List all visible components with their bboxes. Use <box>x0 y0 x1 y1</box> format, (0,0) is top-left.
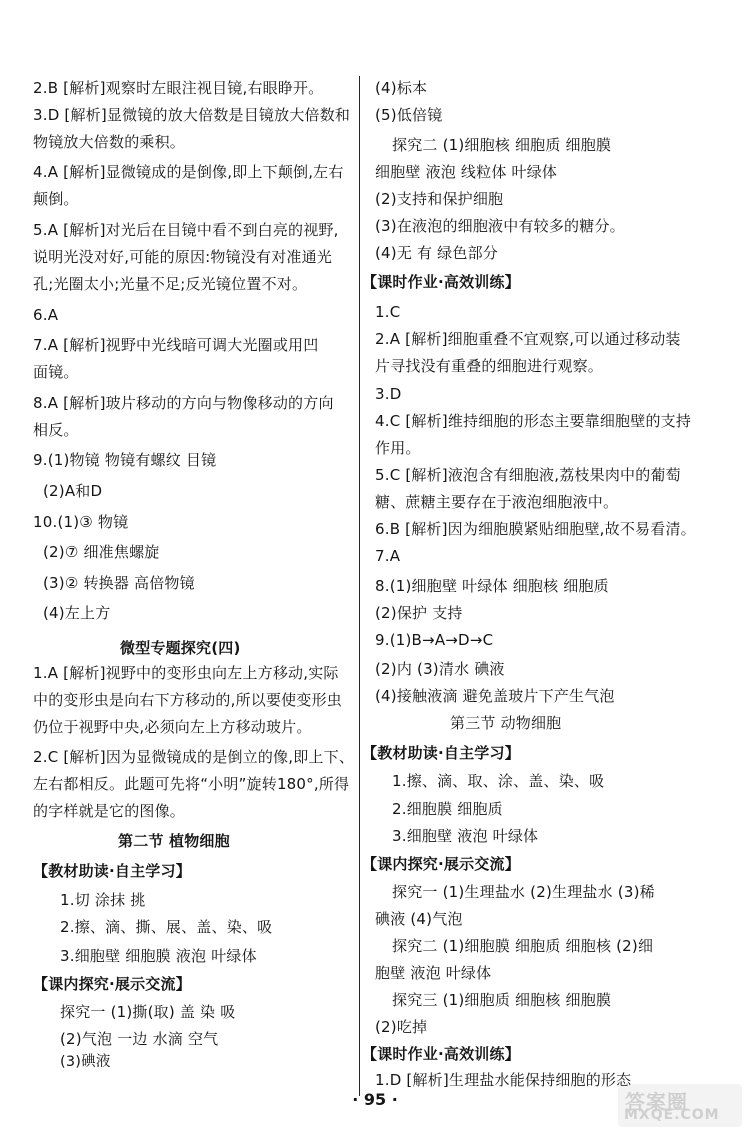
left-text-line: 1.切 涂抹 挑 <box>60 891 146 909</box>
watermark-url: MXQE.COM <box>624 1107 720 1123</box>
left-text-line: (3)碘液 <box>60 1054 111 1070</box>
left-text-line: 4.A [解析]显微镜成的是倒像,即上下颠倒,左右 <box>33 163 344 181</box>
right-text-line: 探究一 (1)生理盐水 (2)生理盐水 (3)稀 <box>392 883 655 901</box>
right-text-line: 探究二 (1)细胞膜 细胞质 细胞核 (2)细 <box>392 937 654 955</box>
left-text-line: 【教材助读·自主学习】 <box>33 862 191 880</box>
left-text-line: 物镜放大倍数的乘积。 <box>33 133 186 151</box>
left-text-line: 左右都相反。此题可先将“小明”旋转180°,所得 <box>33 775 350 793</box>
right-text-line: 1.擦、滴、取、涂、盖、染、吸 <box>392 772 605 790</box>
left-text-line: (2)⑦ 细准焦螺旋 <box>43 543 160 561</box>
right-text-line: 糖、蔗糖主要存在于液泡细胞液中。 <box>375 493 619 511</box>
right-text-line: 【教材助读·自主学习】 <box>362 744 520 762</box>
right-text-line: 片寻找没有重叠的细胞进行观察。 <box>375 357 604 375</box>
right-text-line: 胞壁 液泡 叶绿体 <box>375 964 492 982</box>
right-text-line: (2)保护 支持 <box>375 604 463 622</box>
column-divider <box>359 76 360 1096</box>
right-text-line: 3.D <box>375 385 402 403</box>
left-text-line: (3)② 转换器 高倍物镜 <box>43 574 195 592</box>
right-text-line: 1.D [解析]生理盐水能保持细胞的形态 <box>375 1071 632 1089</box>
right-text-line: 探究二 (1)细胞核 细胞质 细胞膜 <box>392 136 612 154</box>
right-text-line: (4)接触液滴 避免盖玻片下产生气泡 <box>375 687 615 705</box>
right-text-line: 4.C [解析]维持细胞的形态主要靠细胞壁的支持 <box>375 412 692 430</box>
left-text-line: 2.C [解析]因为显微镜成的是倒立的像,即上下、 <box>33 748 355 766</box>
left-text-line: 仍位于视野中央,必须向左上方移动玻片。 <box>33 718 312 736</box>
left-text-line: 中的变形虫是向右下方移动的,所以要使变形虫 <box>33 691 342 709</box>
right-text-line: 9.(1)B→A→D→C <box>375 631 494 649</box>
left-text-line: 面镜。 <box>33 363 79 381</box>
right-text-line: 第三节 动物细胞 <box>450 714 562 732</box>
left-text-line: 9.(1)物镜 物镜有螺纹 目镜 <box>33 451 217 469</box>
left-text-line: 3.细胞壁 细胞膜 液泡 叶绿体 <box>60 947 257 965</box>
left-text-line: 2.擦、滴、撕、展、盖、染、吸 <box>60 918 273 936</box>
left-text-line: 说明光没对好,可能的原因:物镜没有对准通光 <box>33 248 333 266</box>
right-text-line: 7.A <box>375 547 401 565</box>
right-text-line: 细胞壁 液泡 线粒体 叶绿体 <box>375 163 558 181</box>
left-text-line: 孔;光圈太小;光量不足;反光镜位置不对。 <box>33 275 308 293</box>
left-text-line: 颠倒。 <box>33 190 79 208</box>
left-text-line: (4)左上方 <box>43 604 111 622</box>
right-text-line: 5.C [解析]液泡含有细胞液,荔枝果肉中的葡萄 <box>375 466 681 484</box>
left-text-line: 5.A [解析]对光后在目镜中看不到白亮的视野, <box>33 221 339 239</box>
watermark <box>618 1084 742 1127</box>
left-text-line: 10.(1)③ 物镜 <box>33 513 129 531</box>
left-text-line: 探究一 (1)撕(取) 盖 染 吸 <box>60 1003 236 1021</box>
right-text-line: 8.(1)细胞壁 叶绿体 细胞核 细胞质 <box>375 577 609 595</box>
right-text-line: (2)吃掉 <box>375 1018 428 1036</box>
right-text-line: (2)支持和保护细胞 <box>375 190 504 208</box>
page-number: · 95 · <box>352 1090 398 1109</box>
right-text-line: (3)在液泡的细胞液中有较多的糖分。 <box>375 217 625 235</box>
right-text-line: (2)内 (3)清水 碘液 <box>375 660 505 678</box>
watermark-logo: 答案圈 <box>625 1090 688 1114</box>
right-text-line: 3.细胞壁 液泡 叶绿体 <box>392 827 539 845</box>
left-text-line: 2.B [解析]观察时左眼注视目镜,右眼睁开。 <box>33 79 324 97</box>
right-text-line: 探究三 (1)细胞质 细胞核 细胞膜 <box>392 991 612 1009</box>
left-text-line: 8.A [解析]玻片移动的方向与物像移动的方向 <box>33 394 334 412</box>
left-text-line: 微型专题探究(四) <box>120 639 241 657</box>
right-text-line: 【课内探究·展示交流】 <box>362 855 520 873</box>
right-text-line: 【课时作业·高效训练】 <box>362 273 520 291</box>
right-text-line: (5)低倍镜 <box>375 106 443 124</box>
left-text-line: 7.A [解析]视野中光线暗可调大光圈或用凹 <box>33 336 319 354</box>
left-text-line: 6.A <box>33 306 59 324</box>
right-text-line: 1.C <box>375 303 401 321</box>
left-text-line: (2)A和D <box>43 482 103 500</box>
right-text-line: 碘液 (4)气泡 <box>375 910 463 928</box>
right-text-line: (4)无 有 绿色部分 <box>375 244 498 262</box>
left-text-line: 第二节 植物细胞 <box>118 832 230 850</box>
left-text-line: 1.A [解析]视野中的变形虫向左上方移动,实际 <box>33 664 339 682</box>
right-text-line: 作用。 <box>375 439 421 457</box>
left-text-line: 3.D [解析]显微镜的放大倍数是目镜放大倍数和 <box>33 106 351 124</box>
left-text-line: 的字样就是它的图像。 <box>33 802 186 820</box>
right-text-line: 2.A [解析]细胞重叠不宜观察,可以通过移动装 <box>375 330 681 348</box>
right-text-line: (4)标本 <box>375 79 428 97</box>
right-text-line: 6.B [解析]因为细胞膜紧贴细胞壁,故不易看清。 <box>375 520 696 538</box>
left-text-line: (2)气泡 一边 水滴 空气 <box>60 1030 219 1048</box>
left-text-line: 相反。 <box>33 421 79 439</box>
right-text-line: 2.细胞膜 细胞质 <box>392 800 503 818</box>
right-text-line: 【课时作业·高效训练】 <box>362 1045 520 1063</box>
left-text-line: 【课内探究·展示交流】 <box>33 975 191 993</box>
